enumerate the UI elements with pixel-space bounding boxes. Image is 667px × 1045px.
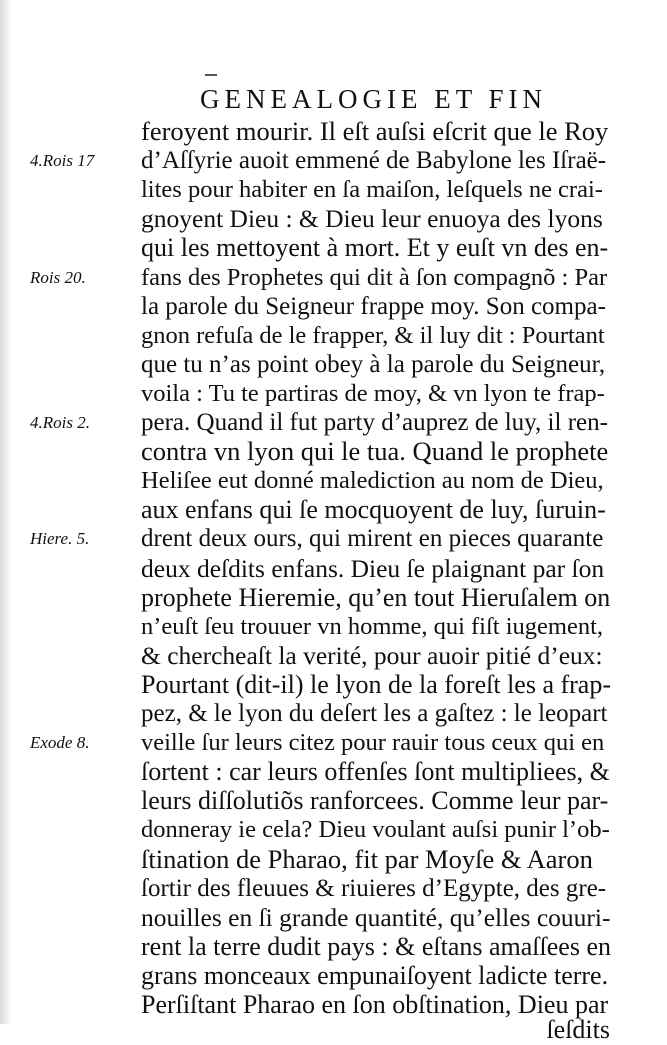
- text-line: pera. Quand il fut party d’auprez de luy, il ren-: [141, 409, 608, 436]
- text-line: gnon refuſa de le frapper, & il luy dit : Pourtant: [141, 321, 605, 349]
- text-line: aux enfans qui ſe mocquoyent de luy, ſuruin-: [141, 495, 606, 525]
- text-line: n’euſt ſeu trouuer vn homme, qui fiſt iugement,: [141, 612, 603, 640]
- text-line: ſtination de Pharao, fit par Moyſe & Aaron: [141, 843, 593, 874]
- text-line: leurs diſſolutiõs ranforcees. Comme leur par-: [141, 786, 609, 816]
- text-line: fans des Prophetes qui dit à ſon compagnõ : Par: [141, 263, 608, 291]
- text-line: nouilles en ſi grande quantité, qu’elles couuri-: [141, 902, 611, 932]
- running-head: GENEALOGIE ET FIN: [200, 84, 547, 114]
- text-line: pez, & le lyon du deſert les a gaſtez : le leopart: [141, 700, 608, 727]
- page-fold-shadow: [0, 0, 12, 1024]
- catchword: ſeſdits: [546, 1015, 610, 1045]
- text-line: deux deſdits enfans. Dieu ſe plaignant par ſon: [141, 553, 605, 583]
- text-line: ſortir des fleuues & riuieres d’Egypte, des gre-: [141, 874, 607, 902]
- text-line: voila : Tu te partiras de moy, & vn lyon te frap-: [141, 379, 605, 407]
- text-line: rent la terre dudit pays : & eſtans amaſſees en: [141, 931, 611, 961]
- text-line: Pourtant (dit-il) le lyon de la foreſt les a frap-: [141, 669, 612, 699]
- text-line: d’Aſſyrie auoit emmené de Babylone les Iſraë-: [141, 147, 607, 175]
- text-line: ſortent : car leurs offenſes ſont multipliees, &: [141, 757, 610, 787]
- margin-note-hiere-5: Hiere. 5.: [30, 529, 90, 549]
- printer-mark: [205, 74, 217, 76]
- margin-note-rois-20: Rois 20.: [30, 267, 86, 287]
- text-line: donneray ie cela? Dieu voulant auſsi punir l’ob-: [141, 816, 610, 844]
- text-line: gnoyent Dieu : & Dieu leur enuoya des lyons: [141, 204, 603, 234]
- text-line: Heliſee eut donné malediction au nom de Dieu,: [141, 467, 604, 495]
- text-line: contra vn lyon qui le tua. Quand le prophete: [141, 436, 609, 467]
- text-line: & chercheaſt la verité, pour auoir pitié d’eux:: [141, 640, 603, 670]
- text-line: Perſiſtant Pharao en ſon obſtination, Dieu par: [141, 990, 609, 1019]
- text-line: drent deux ours, qui mirent en pieces quarante: [141, 525, 604, 553]
- text-line: qui les mettoyent à mort. Et y euſt vn des en-: [141, 233, 609, 263]
- text-line: prophete Hieremie, qu’en tout Hieruſalem on: [141, 582, 611, 612]
- margin-note-exode-8: Exode 8.: [30, 733, 90, 753]
- text-line: feroyent mourir. Il eſt auſsi eſcrit que le Roy: [141, 116, 609, 146]
- text-line: veille ſur leurs citez pour rauir tous ceux qui en: [141, 729, 605, 757]
- text-line: lites pour habiter en ſa maiſon, leſquels ne crai-: [141, 176, 603, 204]
- text-line: que tu n’as point obey à la parole du Seigneur,: [141, 350, 606, 378]
- text-line: la parole du Seigneur frappe moy. Son compa-: [141, 292, 606, 320]
- margin-note-rois-17: 4.Rois 17: [30, 151, 95, 171]
- margin-note-rois-2: 4.Rois 2.: [30, 413, 90, 432]
- text-line: grans monceaux empunaiſoyent ladicte terre.: [141, 960, 609, 990]
